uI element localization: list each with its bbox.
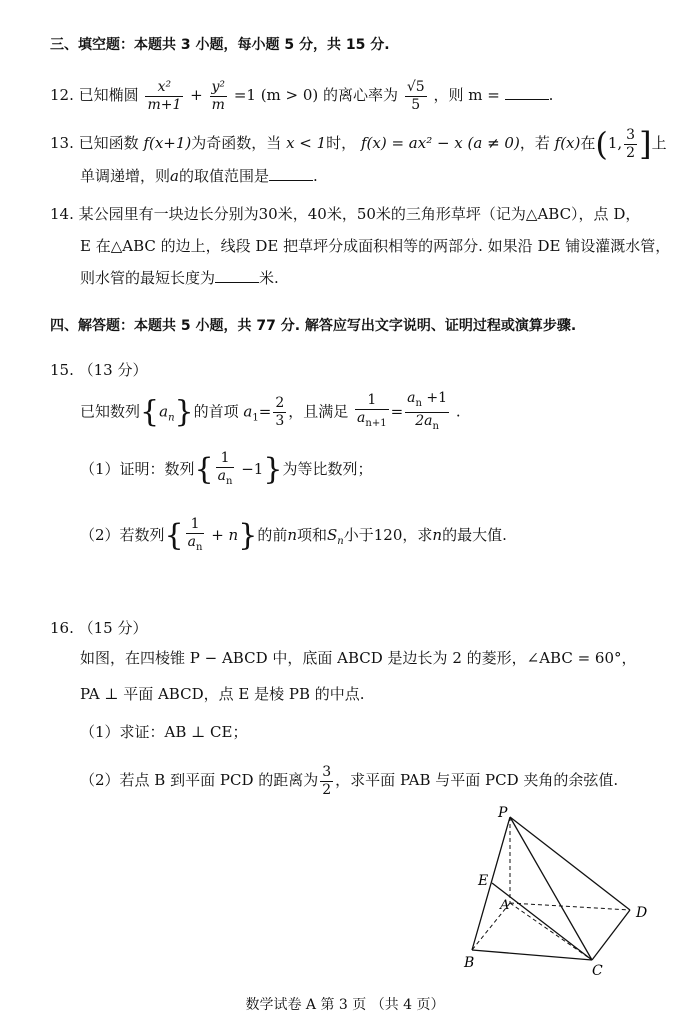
- question-12: 12. 已知椭圆 $\frac{\text{x²}}{m+1}$ + $\frac{\text{y²}}{m}$ =1 (m > 0) 的离心率为 $\frac{√5}{5}$ ，则 m = .: [50, 78, 554, 113]
- pyramid-figure: [462, 805, 662, 980]
- label-E: E: [478, 873, 489, 889]
- q12-number: 12.: [50, 86, 74, 104]
- question-14-line3: 则水管的最短长度为 米.: [80, 269, 279, 287]
- edge-EC: [492, 883, 592, 960]
- section4-heading: 四、解答题：本题共 5 小题，共 77 分. 解答应写出文字说明、证明过程或演算步骤.: [50, 318, 577, 334]
- question-13-line2: 单调递增，则a的取值范围是 .: [80, 167, 318, 185]
- question-16-part2: （2）若点 B 到平面 PCD 的距离为 $\frac{3}{2}$ ，求平面 PAB 与平面 PCD 夹角的余弦值.: [80, 763, 619, 798]
- q13-answer-blank: [269, 179, 313, 181]
- q15-recurrence-left: $\frac{1}{a_{n+1}}$: [357, 392, 387, 430]
- q15-a1-fraction: $\frac{2}{3}$: [275, 394, 285, 429]
- edge-AD: [510, 903, 630, 910]
- section3-heading: 三、填空题：本题共 3 小题，每小题 5 分，共 15 分.: [50, 37, 390, 53]
- q12-fraction-y: $\frac{\text{y²}}{m}$: [211, 78, 226, 113]
- edge-CD: [592, 910, 630, 960]
- label-D: D: [636, 905, 648, 921]
- edge-PC: [510, 817, 592, 960]
- q12-eq: =1 (m > 0) 的离心率为: [233, 86, 399, 104]
- q12-pre: 已知椭圆: [78, 86, 139, 104]
- question-16-header: 16. （15 分）: [50, 619, 148, 637]
- question-15-header: 15. （13 分）: [50, 361, 148, 379]
- edge-PD: [510, 817, 630, 910]
- page-footer: 数学试卷 A 第 3 页 （共 4 页）: [245, 997, 445, 1013]
- q12-fraction-x: $\frac{\text{x²}}{m+1}$: [147, 78, 182, 113]
- q15-part2-fraction: $\frac{1}{a_n}$: [187, 516, 203, 553]
- question-14-line1: 14. 某公园里有一块边长分别为30米，40米，50米的三角形草坪（记为△ABC），点 D，: [50, 205, 641, 223]
- q14-answer-blank: [215, 281, 259, 283]
- label-C: C: [592, 963, 603, 979]
- question-15-part1: （1）证明：数列{ $\frac{1}{a_n}$ −1}为等比数列；: [80, 446, 372, 493]
- q15-recurrence-right: $\frac{a_n +1}{2a_n}$: [407, 390, 448, 432]
- q12-answer-blank: [505, 98, 549, 100]
- question-16-part1: （1）求证：AB ⊥ CE；: [80, 723, 248, 741]
- question-14-line2: E 在△ABC 的边上，线段 DE 把草坪分成面积相等的两部分. 如果沿 DE 铺设灌溉水管，: [80, 237, 671, 255]
- question-16-line1: 如图，在四棱锥 P − ABCD 中，底面 ABCD 是边长为 2 的菱形，∠ABC = 60°，: [80, 649, 637, 667]
- q16-distance-fraction: $\frac{3}{2}$: [322, 763, 332, 798]
- q13-interval-fraction: $\frac{3}{2}$: [626, 126, 636, 161]
- label-B: B: [464, 955, 475, 971]
- label-A: A: [500, 898, 510, 913]
- question-15-stem: 已知数列$\{a_n\}$的首项 $a_1=$ $\frac{2}{3}$ ，且满足 $\frac{1}{a_{n+1}}$ = $\frac{a_n +1}{2a_n}$ .: [80, 390, 461, 438]
- q12-eccentricity: $\frac{√5}{5}$: [406, 78, 425, 113]
- label-P: P: [498, 805, 508, 821]
- question-16-line2: PA ⊥ 平面 ABCD，点 E 是棱 PB 的中点.: [80, 685, 365, 703]
- q15-part1-fraction: $\frac{1}{a_n}$: [217, 450, 233, 487]
- question-15-part2: （2）若数列{ $\frac{1}{a_n}$ + n}的前n项和$S_n$小于120，求n的最大值.: [80, 512, 507, 565]
- edge-BC: [472, 950, 592, 960]
- edge-AC: [510, 903, 592, 960]
- question-13-line1: 13. 已知函数 f(x+1)为奇函数，当 x < 1时， f(x) = ax² − x (a ≠ 0)，若 f(x)在(1, $\frac{3}{2}$ ]上: [50, 125, 667, 163]
